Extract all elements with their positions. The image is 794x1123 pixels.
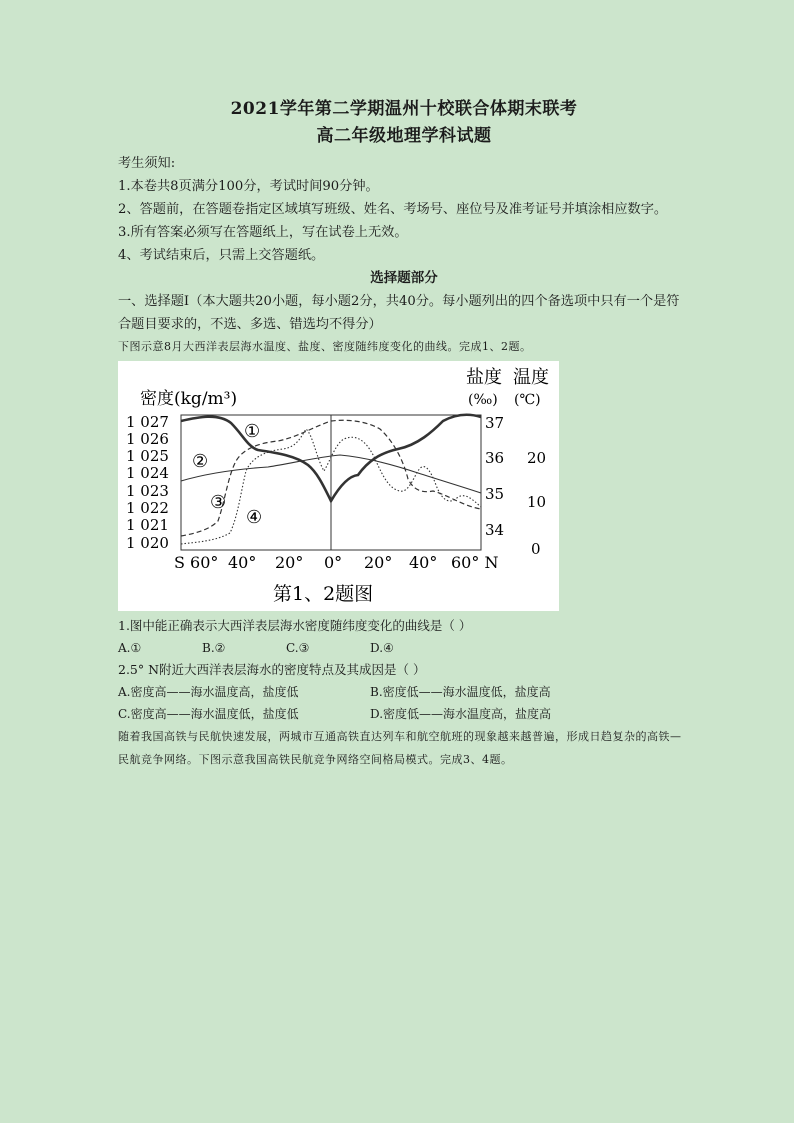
x-tick-n20: 20° <box>364 553 393 572</box>
q1-option-a[interactable]: A.① <box>118 641 142 655</box>
q2-option-b[interactable]: B.密度低——海水温度低，盐度高 <box>370 685 551 699</box>
q2-stem: 2.5° N附近大西洋表层海水的密度特点及其成因是（ ） <box>118 662 426 677</box>
exam-page <box>118 96 690 771</box>
curve-label-4: ④ <box>246 507 263 528</box>
density-tick-1026: 1 026 <box>126 430 169 448</box>
q2-option-a[interactable]: A.密度高——海水温度高，盐度低 <box>118 685 299 699</box>
density-tick-1024: 1 024 <box>126 464 169 482</box>
salinity-axis-label: 盐度 <box>466 367 502 388</box>
density-tick-1027: 1 027 <box>126 413 169 431</box>
q1-option-b[interactable]: B.② <box>202 641 226 655</box>
section-title: 选择题部分 <box>370 270 438 286</box>
x-tick-s60: S 60° <box>174 553 219 572</box>
stem-q3-q4: 随着我国高铁与民航快速发展，两城市互通高铁直达列车和航空航班的现象越来越普遍，形成日趋复杂的高铁—民航竞争网络。下图示意我国高铁民航竞争网络空间格局模式。完成3、4题。 <box>118 730 682 766</box>
ocean-profile-chart <box>118 361 559 611</box>
stem-q1-q2: 下图示意8月大西洋表层海水温度、盐度、密度随纬度变化的曲线。完成1、2题。 <box>118 340 532 353</box>
density-tick-1022: 1 022 <box>126 499 169 517</box>
temperature-unit: (℃) <box>514 392 541 408</box>
ocean-profile-figure <box>118 361 559 611</box>
q1-options <box>118 637 690 659</box>
salinity-tick-34: 34 <box>485 521 505 539</box>
notice-item-4: 4、考试结束后，只需上交答题纸。 <box>118 248 325 263</box>
density-tick-1020: 1 020 <box>126 534 169 552</box>
curve-label-1: ① <box>244 421 261 442</box>
salinity-tick-37: 37 <box>485 414 505 432</box>
salinity-tick-36: 36 <box>485 449 505 467</box>
density-axis-label: 密度(kg/m³) <box>140 389 238 409</box>
q1-stem: 1.图中能正确表示大西洋表层海水密度随纬度变化的曲线是（ ） <box>118 618 472 633</box>
q1-option-d[interactable]: D.④ <box>370 641 394 655</box>
q2-options-row1 <box>118 681 690 703</box>
notice-item-2: 2、答题前，在答题卷指定区域填写班级、姓名、考场号、座位号及准考证号并填涂相应数字。 <box>118 202 668 217</box>
exam-title-line1: 2021学年第二学期温州十校联合体期末联考 <box>230 99 578 119</box>
figure-caption: 第1、2题图 <box>273 583 374 605</box>
notice-heading: 考生须知: <box>118 156 176 171</box>
temp-tick-20: 20 <box>527 449 547 467</box>
notice-item-3: 3.所有答案必须写在答题纸上，写在试卷上无效。 <box>118 225 408 240</box>
density-tick-1023: 1 023 <box>126 482 169 500</box>
temp-tick-10: 10 <box>527 493 547 511</box>
density-tick-1025: 1 025 <box>126 447 169 465</box>
x-tick-0: 0° <box>324 553 343 572</box>
salinity-tick-35: 35 <box>485 485 505 503</box>
salinity-unit: (‰) <box>468 392 498 408</box>
notice-item-1: 1.本卷共8页满分100分，考试时间90分钟。 <box>118 179 379 194</box>
x-tick-s20: 20° <box>275 553 304 572</box>
temp-tick-0: 0 <box>531 540 541 558</box>
curve-label-2: ② <box>192 451 209 472</box>
curve-label-3: ③ <box>210 492 227 513</box>
x-tick-n40: 40° <box>409 553 438 572</box>
q2-option-c[interactable]: C.密度高——海水温度低，盐度低 <box>118 707 299 721</box>
q1-option-c[interactable]: C.③ <box>286 641 310 655</box>
exam-title-line2: 高二年级地理学科试题 <box>316 126 492 146</box>
density-tick-1021: 1 021 <box>126 516 169 534</box>
x-tick-n60: 60° N <box>451 553 499 572</box>
temperature-axis-label: 温度 <box>513 367 549 388</box>
x-tick-s40: 40° <box>228 553 257 572</box>
section-intro: 一、选择题Ⅰ（本大题共20小题，每小题2分，共40分。每小题列出的四个备选项中只有一个是符合题目要求的，不选、多选、错选均不得分） <box>118 294 680 332</box>
q2-option-d[interactable]: D.密度低——海水温度高，盐度高 <box>370 707 552 721</box>
q2-options-row2 <box>118 703 690 725</box>
